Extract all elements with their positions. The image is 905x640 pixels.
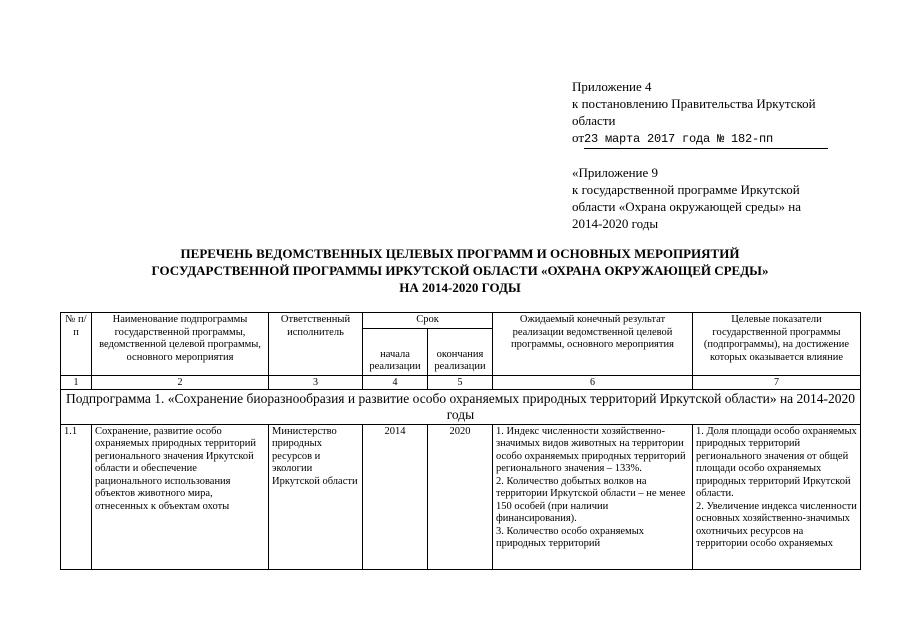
header-end: окончания реализации [428,328,493,375]
row-name: Сохранение, развитие особо охраняемых природных территорий регионального значения Иркутской области и обеспечение рационального использования объектов животного мира, отнесенных к объектам охоты [92,424,269,569]
header-result: Ожидаемый конечный результат реализации ведомственной целевой программы, основного мероприятия [493,313,693,376]
row-result [493,424,693,569]
title-line3: НА 2014-2020 ГОДЫ [399,280,521,295]
decree-prefix: от [572,130,585,145]
row-executor: Министерство природных ресурсов и экологии Иркутской области [269,424,363,569]
row-end: 2020 [428,424,493,569]
appendix-main-line3: области [572,113,616,128]
header-term: Срок [363,313,493,329]
header-indicators: Целевые показатели государственной программы (подпрограммы), на достижение которых оказывается влияние [693,313,861,376]
document-title [60,245,860,296]
indicator-item: 2. Увеличение индекса численности основных хозяйственно-значимых охотничьих ресурсов на территории особо охраняемых [696,500,857,549]
appendix-main-line2: к постановлению Правительства Иркутской [572,96,816,111]
appendix-9 [572,164,872,232]
result-item: 3. Количество особо охраняемых природных территорий [496,525,645,549]
col-number: 1 [61,375,92,389]
header-row [61,313,861,329]
appendix-9-line4: 2014-2020 годы [572,216,659,231]
table-row [61,424,861,569]
appendix-9-line2: к государственной программе Иркутской [572,182,800,197]
result-item: 1. Индекс численности хозяйственно-значимых видов животных на территории особо охраняемых природных территорий регионального значения – 133%. [496,425,686,474]
result-item: 2. Количество добытых волков на территории Иркутской области – не менее 150 особей (при наличии финансирования). [496,475,686,524]
subprogram-row [61,389,861,424]
col-number: 5 [428,375,493,389]
col-number: 4 [363,375,428,389]
title-line1: ПЕРЕЧЕНЬ ВЕДОМСТВЕННЫХ ЦЕЛЕВЫХ ПРОГРАММ И ОСНОВНЫХ МЕРОПРИЯТИЙ [180,246,740,261]
row-start: 2014 [363,424,428,569]
col-number: 6 [493,375,693,389]
appendix-main [572,78,872,149]
programs-table [60,312,861,570]
column-numbers-row [61,375,861,389]
col-number: 7 [693,375,861,389]
row-indicators [693,424,861,569]
col-number: 3 [269,375,363,389]
header-executor: Ответственный исполнитель [269,313,363,376]
title-line2: ГОСУДАРСТВЕННОЙ ПРОГРАММЫ ИРКУТСКОЙ ОБЛАСТИ «ОХРАНА ОКРУЖАЮЩЕЙ СРЕДЫ» [151,263,769,278]
header-name: Наименование подпрограммы государственной программы, ведомственной целевой программы, основного мероприятия [92,313,269,376]
appendix-9-line1: «Приложение 9 [572,165,659,180]
col-number: 2 [92,375,269,389]
header-num: № п/п [61,313,92,376]
decree-number: 23 марта 2017 года № 182-пп [584,131,828,149]
decree-line [572,129,872,149]
row-num: 1.1 [61,424,92,569]
indicator-item: 1. Доля площади особо охраняемых природных территорий регионального значения от общей площади особо охраняемых природных территорий Иркутской области. [696,425,857,499]
header-start: начала реализации [363,328,428,375]
appendix-9-line3: области «Охрана окружающей среды» на [572,199,801,214]
subprogram-title: Подпрограмма 1. «Сохранение биоразнообразия и развитие особо охраняемых природных территорий Иркутской области» на 2014-2020 годы [61,389,861,424]
appendix-main-line1: Приложение 4 [572,79,652,94]
